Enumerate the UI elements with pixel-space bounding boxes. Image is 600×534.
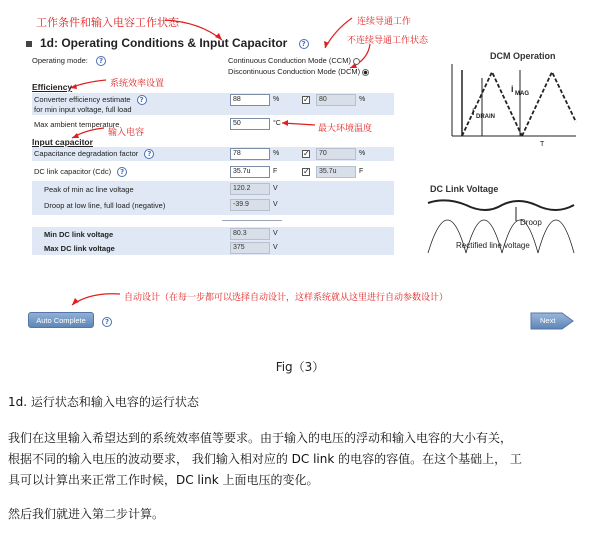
efficiency-label: Converter efficiency estimate ? <box>34 95 147 105</box>
annotation-auto-design: 自动设计（在每一步都可以选择自动设计，这样系统就从这里进行自动参数设计） <box>124 293 449 303</box>
dc-link-ripple <box>428 200 574 210</box>
dcm-waveform <box>448 60 578 150</box>
section-title: 1d: Operating Conditions & Input Capacitor ? <box>26 36 309 50</box>
ambient-unit: °C <box>273 120 281 127</box>
efficiency-checkbox[interactable]: ✓ <box>303 95 310 104</box>
dc-link-waveform <box>426 193 586 273</box>
cdc-unit: F <box>273 168 278 175</box>
degradation-input[interactable]: 78 <box>230 148 270 160</box>
arrow-ccm <box>325 18 352 48</box>
ccm-option[interactable]: Continuous Conduction Mode (CCM) <box>228 56 360 65</box>
paragraph-1-line-2: 根据不同的输入电压的波动要求， 我们输入相对应的 DC link 的电容的容值。在这个基础上， 工 <box>8 452 522 466</box>
cdc-label: DC link capacitor (Cdc) ? <box>34 167 127 177</box>
i-drain-sub: DRAIN <box>476 114 495 120</box>
ccm-radio[interactable] <box>353 58 360 65</box>
efficiency-unit: % <box>273 96 280 103</box>
annotation-title: 工作条件和输入电容工作状态 <box>36 16 179 29</box>
cdc-input[interactable]: 35.7u <box>230 166 270 178</box>
divider <box>222 220 282 221</box>
dcm-title: DCM Operation <box>490 51 556 61</box>
figure-caption: Fig（3） <box>275 360 325 374</box>
paragraph-1-line-1: 我们在这里输入希望达到的系统效率值等要求。由于输入的电压的浮动和输入电容的大小有关， <box>8 431 513 445</box>
operating-mode-label: Operating mode: ? <box>32 56 106 66</box>
max-dc-unit: V <box>273 244 278 251</box>
annotation-ambient: 最大环境温度 <box>318 124 373 134</box>
degradation-checkbox[interactable]: ✓ <box>303 149 310 158</box>
cdc-calc-unit: F <box>359 168 364 175</box>
dcm-mag-current <box>462 72 522 136</box>
rectified-label: Rectified line voltage <box>456 241 530 250</box>
auto-complete-button[interactable]: Auto Complete <box>28 312 94 328</box>
peak-unit: V <box>273 185 278 192</box>
degradation-unit: % <box>273 150 280 157</box>
paragraph-2: 然后我们就进入第二步计算。 <box>8 507 165 521</box>
droop-unit: V <box>273 201 278 208</box>
ambient-label: Max ambient temperature <box>34 120 120 129</box>
help-icon[interactable]: ? <box>137 95 147 105</box>
droop-label-fig: Droop <box>520 218 542 227</box>
t-label: T <box>540 141 545 148</box>
annotation-efficiency: 系统效率设置 <box>110 79 165 89</box>
help-icon[interactable]: ? <box>96 56 106 66</box>
help-icon[interactable]: ? <box>144 149 154 159</box>
dc-link-title: DC Link Voltage <box>430 184 499 194</box>
i-drain-label: i <box>472 107 475 117</box>
arrow-auto <box>72 294 120 305</box>
min-dc-value: 80.3 <box>230 228 270 240</box>
help-icon[interactable]: ? <box>117 167 127 177</box>
min-dc-label: Min DC link voltage <box>44 230 114 239</box>
next-button[interactable] <box>530 311 574 331</box>
cdc-checkbox[interactable]: ✓ <box>303 167 310 176</box>
annotation-ccm: 连续导通工作 <box>357 17 412 27</box>
efficiency-header: Efficiency <box>32 82 73 92</box>
dcm-option[interactable]: Discontinuous Conduction Mode (DCM) <box>228 67 369 76</box>
annotation-input-cap: 输入电容 <box>108 128 145 138</box>
max-dc-label: Max DC link voltage <box>44 244 115 253</box>
ambient-input[interactable]: 50 <box>230 118 270 130</box>
i-mag-sub: MAG <box>515 91 529 97</box>
help-icon[interactable]: ? <box>299 39 309 49</box>
input-capacitor-header: Input capacitor <box>32 137 93 147</box>
degradation-calculated: 70 <box>316 148 356 160</box>
cdc-calculated: 35.7u <box>316 166 356 178</box>
efficiency-calc-unit: % <box>359 96 366 103</box>
help-icon[interactable]: ? <box>102 317 112 327</box>
peak-value: 120.2 <box>230 183 270 195</box>
peak-label: Peak of min ac line voltage <box>44 185 134 194</box>
annotation-dcm: 不连续导通工作状态 <box>347 36 429 46</box>
next-label: Next <box>540 316 556 325</box>
degradation-calc-unit: % <box>359 150 366 157</box>
dcm-mag-current-2 <box>522 72 576 136</box>
efficiency-input[interactable]: 88 <box>230 94 270 106</box>
droop-label: Droop at low line, full load (negative) <box>44 201 166 210</box>
efficiency-calculated: 80 <box>316 94 356 106</box>
min-dc-unit: V <box>273 230 278 237</box>
efficiency-label-2: for min input voltage, full load <box>34 105 132 114</box>
i-mag-label: i <box>511 84 514 94</box>
document-heading: 1d. 运行状态和输入电容的运行状态 <box>8 395 199 409</box>
dcm-radio[interactable] <box>362 69 369 76</box>
max-dc-value: 375 <box>230 242 270 254</box>
paragraph-1-line-3: 具可以计算出来正常工作时候，DC link 上面电压的变化。 <box>8 473 319 487</box>
droop-value: -39.9 <box>230 199 270 211</box>
degradation-label: Capacitance degradation factor ? <box>34 149 154 159</box>
bullet-square <box>26 41 32 47</box>
